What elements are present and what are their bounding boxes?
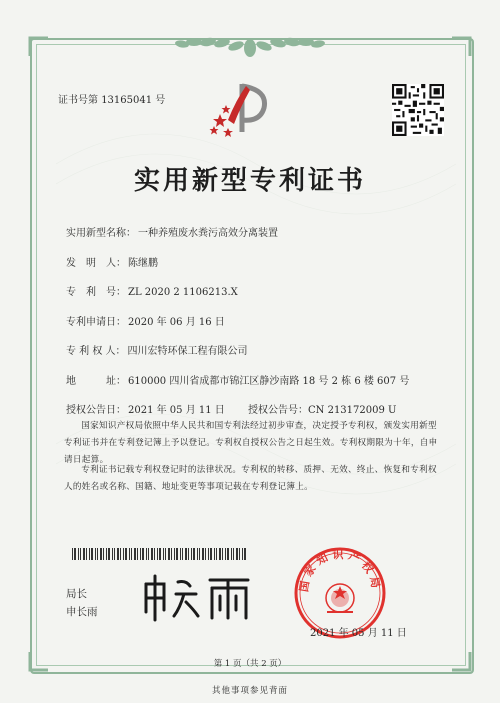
certificate-paragraph-2: 专利证书记载专利权登记时的法律状况。专利权的转移、质押、无效、终止、恢复和专利权人的姓名或名称、国籍、地址变更等事项记载在专利登记簿上。 <box>64 465 437 492</box>
certificate-paragraph-1: 国家知识产权局依照中华人民共和国专利法经过初步审查，决定授予专利权，颁发实用新型专利证书并在专利登记簿上予以登记。专利权自授权公告之日起生效。专利权期限为十年，自申请日起算。 <box>64 421 438 465</box>
certificate-number <box>58 91 165 106</box>
seal-text: 国家知识产权局 <box>297 548 383 593</box>
svg-text:国家知识产权局 <box>296 547 382 593</box>
seal-date: 2021 年 05 月 11 日 <box>310 628 407 639</box>
certificate-number-suffix: 号 <box>155 95 166 106</box>
field-label: 发 明 人： <box>66 258 126 269</box>
corner-ornament-top-left <box>28 36 50 58</box>
handwritten-signature <box>140 572 260 622</box>
field-label: 专 利 号： <box>66 287 126 298</box>
field-value: 四川宏特环保工程有限公司 <box>127 346 248 357</box>
patent-office-logo-icon <box>206 80 276 142</box>
footer-note: 其他事项参见背面 <box>211 686 288 696</box>
field-label: 专 利 权 人： <box>66 346 126 357</box>
field-grant-date <box>66 401 225 416</box>
field-value: 一种养殖废水粪污高效分离装置 <box>138 228 278 239</box>
certificate-number-value: 13165041 <box>101 95 153 106</box>
field-value: ZL 2020 2 1106213.X <box>128 287 238 298</box>
field-label: 专利申请日： <box>66 317 126 328</box>
field-grant-number <box>248 401 396 416</box>
field-inventor <box>66 254 158 269</box>
corner-ornament-top-right <box>450 36 472 58</box>
field-patentee <box>66 342 248 357</box>
director-name: 申长雨 <box>66 606 98 618</box>
field-label: 授权公告日： <box>66 405 126 416</box>
director-title: 局长 <box>66 588 87 600</box>
field-filing-date <box>66 313 225 328</box>
top-wreath-ornament <box>170 34 330 62</box>
field-value: 2021 年 05 月 11 日 <box>128 405 225 416</box>
field-value: 610000 四川省成都市锦江区静沙南路 18 号 2 栋 6 楼 607 号 <box>128 376 410 387</box>
certificate-number-label: 证书号第 <box>58 95 98 106</box>
field-label: 实用新型名称： <box>66 228 136 239</box>
field-address <box>66 372 409 387</box>
page-indicator: 第 1 页（共 2 页） <box>213 659 287 669</box>
barcode <box>72 548 252 560</box>
certificate-title: 实用新型专利证书 <box>133 166 366 196</box>
field-label: 授权公告号： <box>248 405 308 416</box>
qr-code <box>392 84 444 136</box>
field-value: CN 213172009 U <box>308 405 397 416</box>
field-utility-model-name <box>66 224 278 239</box>
field-label: 地 址： <box>66 376 126 387</box>
field-value: 陈继鹏 <box>128 258 158 269</box>
field-value: 2020 年 06 月 16 日 <box>128 317 225 328</box>
field-patent-number <box>66 283 238 298</box>
